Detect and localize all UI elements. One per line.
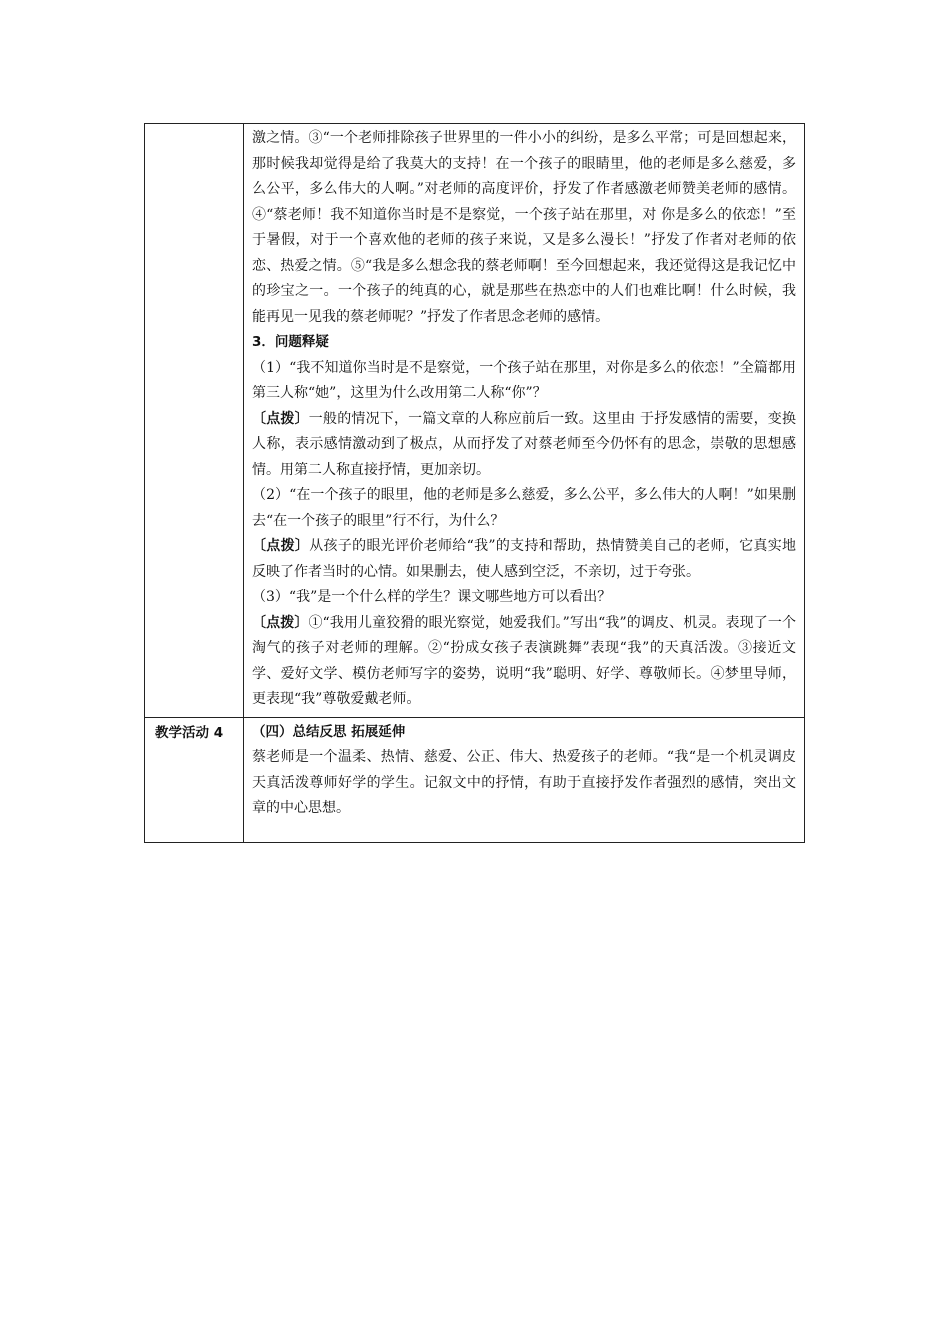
answer-3-text: ①“我用儿童狡猾的眼光察觉，她爱我们。”写出“我”的调皮、机灵。表现了一个淘气的孩子对老师的理解。②“扮成女孩子表演跳舞”表现“我”的天真活泼。③接近文学、爱好文学、模仿老师写字的姿势，说明“我”聪明、好学、尊敬师长。④梦里导师，更表现“我”尊敬爱戴老师。: [252, 614, 796, 707]
intro-paragraph: 激之情。③“一个老师排除孩子世界里的一件小小的纠纷，是多么平常；可是回想起来，那时候我却觉得是给了我莫大的支持！在一个孩子的眼睛里，他的老师是多么慈爱，多么公平，多么伟大的人啊。”对老师的高度评价，抒发了作者感激老师赞美老师的感情。④“蔡老师！我不知道你当时是不是察觉，一个孩子站在那里，对 你是多么的依恋！”至于暑假，对于一个喜欢他的老师的孩子来说，又是多么漫长！”抒发了作者对老师的依恋、热爱之情。⑤“我是多么想念我的蔡老师啊！至今回想起来，我还觉得这是我记忆中的珍宝之一。一个孩子的纯真的心，就是那些在热恋中的人们也难比啊！什么时候，我能再见一见我的蔡老师呢？”抒发了作者思念老师的感情。: [252, 130, 796, 325]
table-row: [145, 124, 805, 718]
answer-2: [252, 534, 796, 585]
hint-tag: 〔点拨〕: [252, 614, 309, 631]
question-1: （1）“我不知道你当时是不是察觉，一个孩子站在那里，对你是多么的依恋！”全篇都用第三人称“她”，这里为什么改用第二人称“你”？: [252, 359, 796, 401]
lesson-plan-table: [144, 123, 805, 843]
hint-tag: 〔点拨〕: [252, 410, 309, 427]
question-3: （3）“我”是一个什么样的学生？课文哪些地方可以看出？: [252, 589, 612, 605]
answer-3: [252, 611, 796, 713]
content-cell-analysis: [244, 124, 805, 718]
table-row: [145, 717, 805, 842]
content-cell-summary: [244, 717, 805, 842]
summary-paragraph: 蔡老师是一个温柔、热情、慈爱、公正、伟大、热爱孩子的老师。“我“是一个机灵调皮天真活泼尊师好学的学生。记叙文中的抒情，有助于直接抒发作者强烈的感情，突出文章的中心思想。: [252, 749, 796, 816]
question-2: （2）“在一个孩子的眼里，他的老师是多么慈爱，多么公平，多么伟大的人啊！”如果删去“在一个孩子的眼里”行不行，为什么？: [252, 487, 796, 529]
answer-1: [252, 407, 796, 484]
row-label-empty: [145, 124, 244, 718]
row-label-activity-4: 教学活动 4: [145, 717, 244, 842]
section-heading-questions: 3．问题释疑: [252, 334, 329, 350]
summary-heading: （四）总结反思 拓展延伸: [252, 723, 406, 740]
hint-tag: 〔点拨〕: [252, 538, 310, 554]
answer-1-text: 一般的情况下，一篇文章的人称应前后一致。这里由 于抒发感情的需要，变换人称，表示感情激动到了极点，从而抒发了对蔡老师至今仍怀有的思念，崇敬的思想感情。用第二人称直接抒情，更加亲切。: [252, 410, 796, 478]
answer-2-text: 从孩子的眼光评价老师给“我”的支持和帮助，热情赞美自己的老师，它真实地反映了作者当时的心情。如果删去，使人感到空泛，不亲切，过于夸张。: [252, 538, 797, 580]
